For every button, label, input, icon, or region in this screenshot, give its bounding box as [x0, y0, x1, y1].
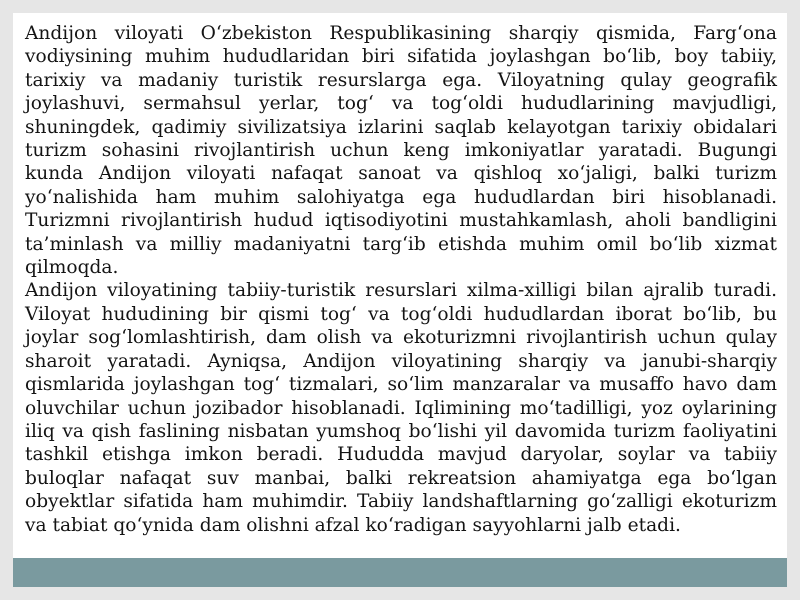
slide-card [13, 13, 787, 558]
paragraph-2: Andijon viloyatining tabiiy-turistik resurslari xilma-xilligi bilan ajralib turadi. Viloyat hududining bir qismi tog‘ va tog‘oldi hududlardan iborat bo‘lib, bu joylar sog‘lomlashtirish, dam olish va ekoturizmni rivojlantirish uchun qulay sharoit yaratadi. Ayniqsa, Andijon viloyatining sharqiy va janubi-sharqiy qismlarida joylashgan tog‘ tizmalari, so‘lim manzaralar va musaffo havo dam oluvchilar uchun jozibador hisoblanadi. Iqlimining mo‘tadilligi, yoz oylarining iliq va qish faslining nisbatan yumshoq bo‘lishi yil davomida turizm faoliyatini tashkil etishga imkon beradi. Hududda mavjud daryolar, soylar va tabiiy buloqlar nafaqat suv manbai, balki rekreatsion ahamiyatga ega bo‘lgan obyektlar sifatida ham muhimdir. Tabiiy landshaftlarning go‘zalligi ekoturizm va tabiat qo‘ynida dam olishni afzal ko‘radigan sayyohlarni jalb etadi. [25, 280, 777, 536]
paragraph-1: Andijon viloyati O‘zbekiston Respublikasining sharqiy qismida, Farg‘ona vodiysining muhim hududlaridan biri sifatida joylashgan bo‘lib, boy tabiiy, tarixiy va madaniy turistik resurslarga ega. Viloyatning qulay geografik joylashuvi, sermahsul yerlar, tog‘ va tog‘oldi hududlarining mavjudligi, shuningdek, qadimiy sivilizatsiya izlarini saqlab kelayotgan tarixiy obidalari turizm sohasini rivojlantirish uchun keng imkoniyatlar yaratadi. Bugungi kunda Andijon viloyati nafaqat sanoat va qishloq xo‘jaligi, balki turizm yo‘nalishida ham muhim salohiyatga ega hududlardan biri hisoblanadi. Turizmni rivojlantirish hudud iqtisodiyotini mustahkamlash, aholi bandligini ta’minlash va milliy madaniyatni targ‘ib etishda muhim omil bo‘lib xizmat qilmoqda. [25, 23, 777, 279]
footer-bar [13, 558, 787, 587]
text-body [25, 22, 777, 537]
